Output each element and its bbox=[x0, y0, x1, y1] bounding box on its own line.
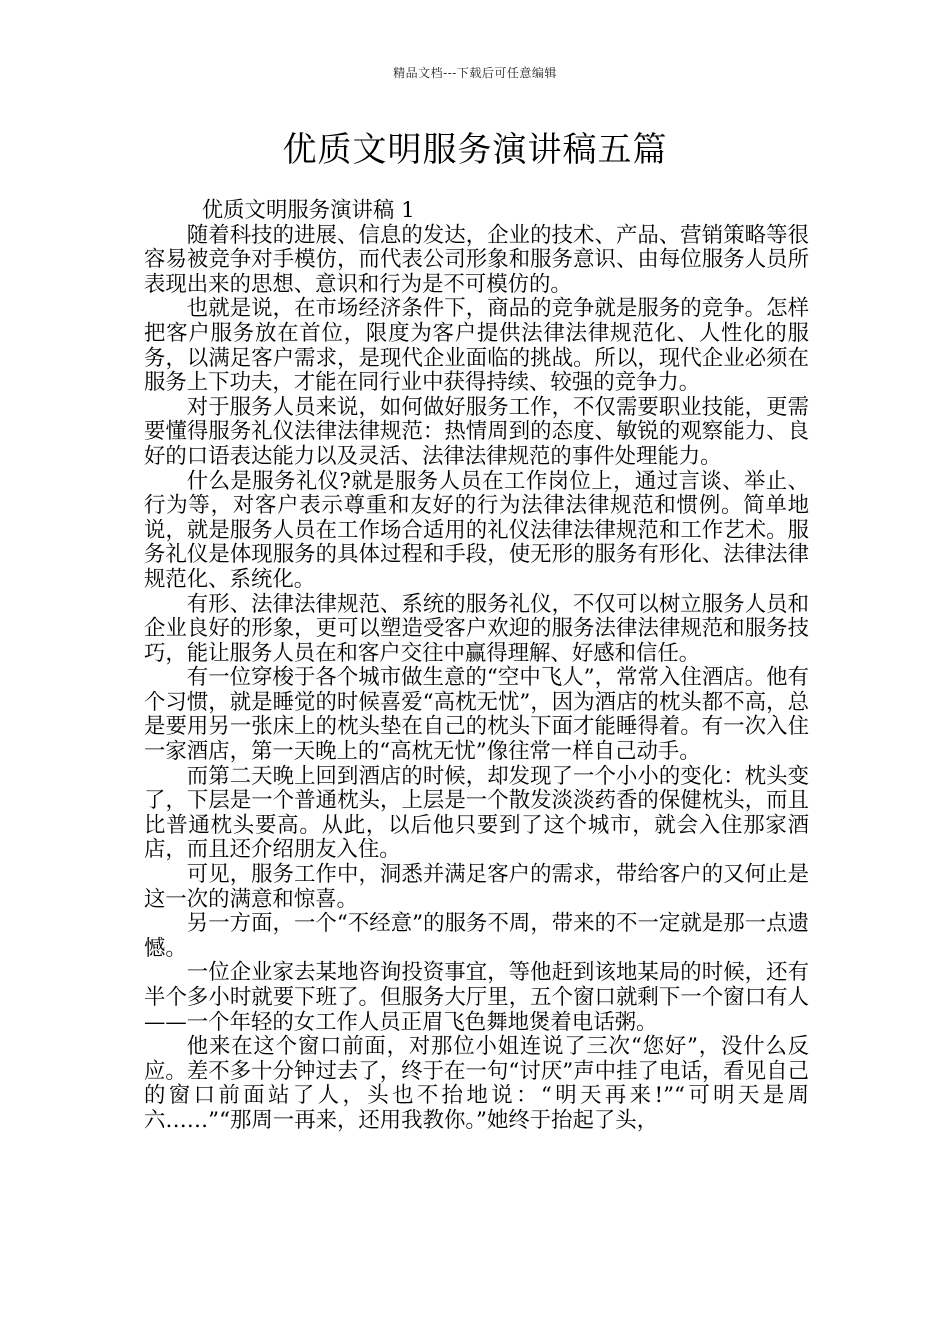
section-subtitle: 优质文明服务演讲稿 1 bbox=[201, 198, 415, 223]
paragraph: 对于服务人员来说，如何做好服务工作，不仅需要职业技能，更需要懂得服务礼仪法律法律规范：热情周到的态度、敏锐的观察能力、良好的口语表达能力以及灵活、法律法律规范的事件处理能力。 bbox=[144, 394, 809, 469]
paragraph: 可见，服务工作中，洞悉并满足客户的需求，带给客户的又何止是这一次的满意和惊喜。 bbox=[144, 862, 809, 912]
paragraph: 也就是说，在市场经济条件下，商品的竞争就是服务的竞争。怎样把客户服务放在首位，限度为客户提供法律法律规范化、人性化的服务，以满足客户需求，是现代企业面临的挑战。所以，现代企业必须在服务上下功夫，才能在同行业中获得持续、较强的竞争力。 bbox=[144, 296, 809, 396]
paragraph: 什么是服务礼仪?就是服务人员在工作岗位上，通过言谈、举止、行为等，对客户表示尊重和友好的行为法律法律规范和惯例。简单地说，就是服务人员在工作场合适用的礼仪法律法律规范和工作艺术。服务礼仪是体现服务的具体过程和手段，使无形的服务有形化、法律法律规范化、系统化。 bbox=[144, 468, 809, 592]
paragraph: 另一方面，一个“不经意”的服务不周，带来的不一定就是那一点遗憾。 bbox=[144, 911, 809, 961]
paragraph: 有一位穿梭于各个城市做生意的“空中飞人”，常常入住酒店。他有个习惯，就是睡觉的时候喜爱“高枕无忧”，因为酒店的枕头都不高，总是要用另一张床上的枕头垫在自己的枕头下面才能睡得着。有一次入住一家酒店，第一天晚上的“高枕无忧”像往常一样自己动手。 bbox=[144, 665, 809, 765]
paragraph: 他来在这个窗口前面，对那位小姐连说了三次“您好”，没什么反应。差不多十分钟过去了，终于在一句“讨厌”声中挂了电话，看见自己的窗口前面站了人，头也不抬地说：“明天再来!”“可明天是周六……”“那周一再来，还用我教你。”她终于抬起了头， bbox=[144, 1034, 809, 1133]
paragraph: 随着科技的进展、信息的发达，企业的技术、产品、营销策略等很容易被竞争对手模仿，而代表公司形象和服务意识、由每位服务人员所表现出来的思想、意识和行为是不可模仿的。 bbox=[144, 222, 809, 297]
document-title: 优质文明服务演讲稿五篇 bbox=[282, 130, 668, 170]
paragraph: 有形、法律法律规范、系统的服务礼仪，不仅可以树立服务人员和企业良好的形象，更可以塑造受客户欢迎的服务法律法律规范和服务技巧，能让服务人员在和客户交往中赢得理解、好感和信任。 bbox=[144, 591, 809, 666]
document-body bbox=[144, 199, 809, 1134]
paragraph: 而第二天晚上回到酒店的时候，却发现了一个小小的变化：枕头变了，下层是一个普通枕头，上层是一个散发淡淡药香的保健枕头，而且比普通枕头要高。从此，以后他只要到了这个城市，就会入住那家酒店，而且还介绍朋友入住。 bbox=[144, 763, 809, 863]
header-note: 精品文档---下载后可任意编辑 bbox=[393, 66, 557, 80]
paragraph: 一位企业家去某地咨询投资事宜，等他赶到该地某局的时候，还有半个多小时就要下班了。但服务大厅里，五个窗口就剩下一个窗口有人——一个年轻的女工作人员正眉飞色舞地煲着电话粥。 bbox=[144, 960, 809, 1035]
